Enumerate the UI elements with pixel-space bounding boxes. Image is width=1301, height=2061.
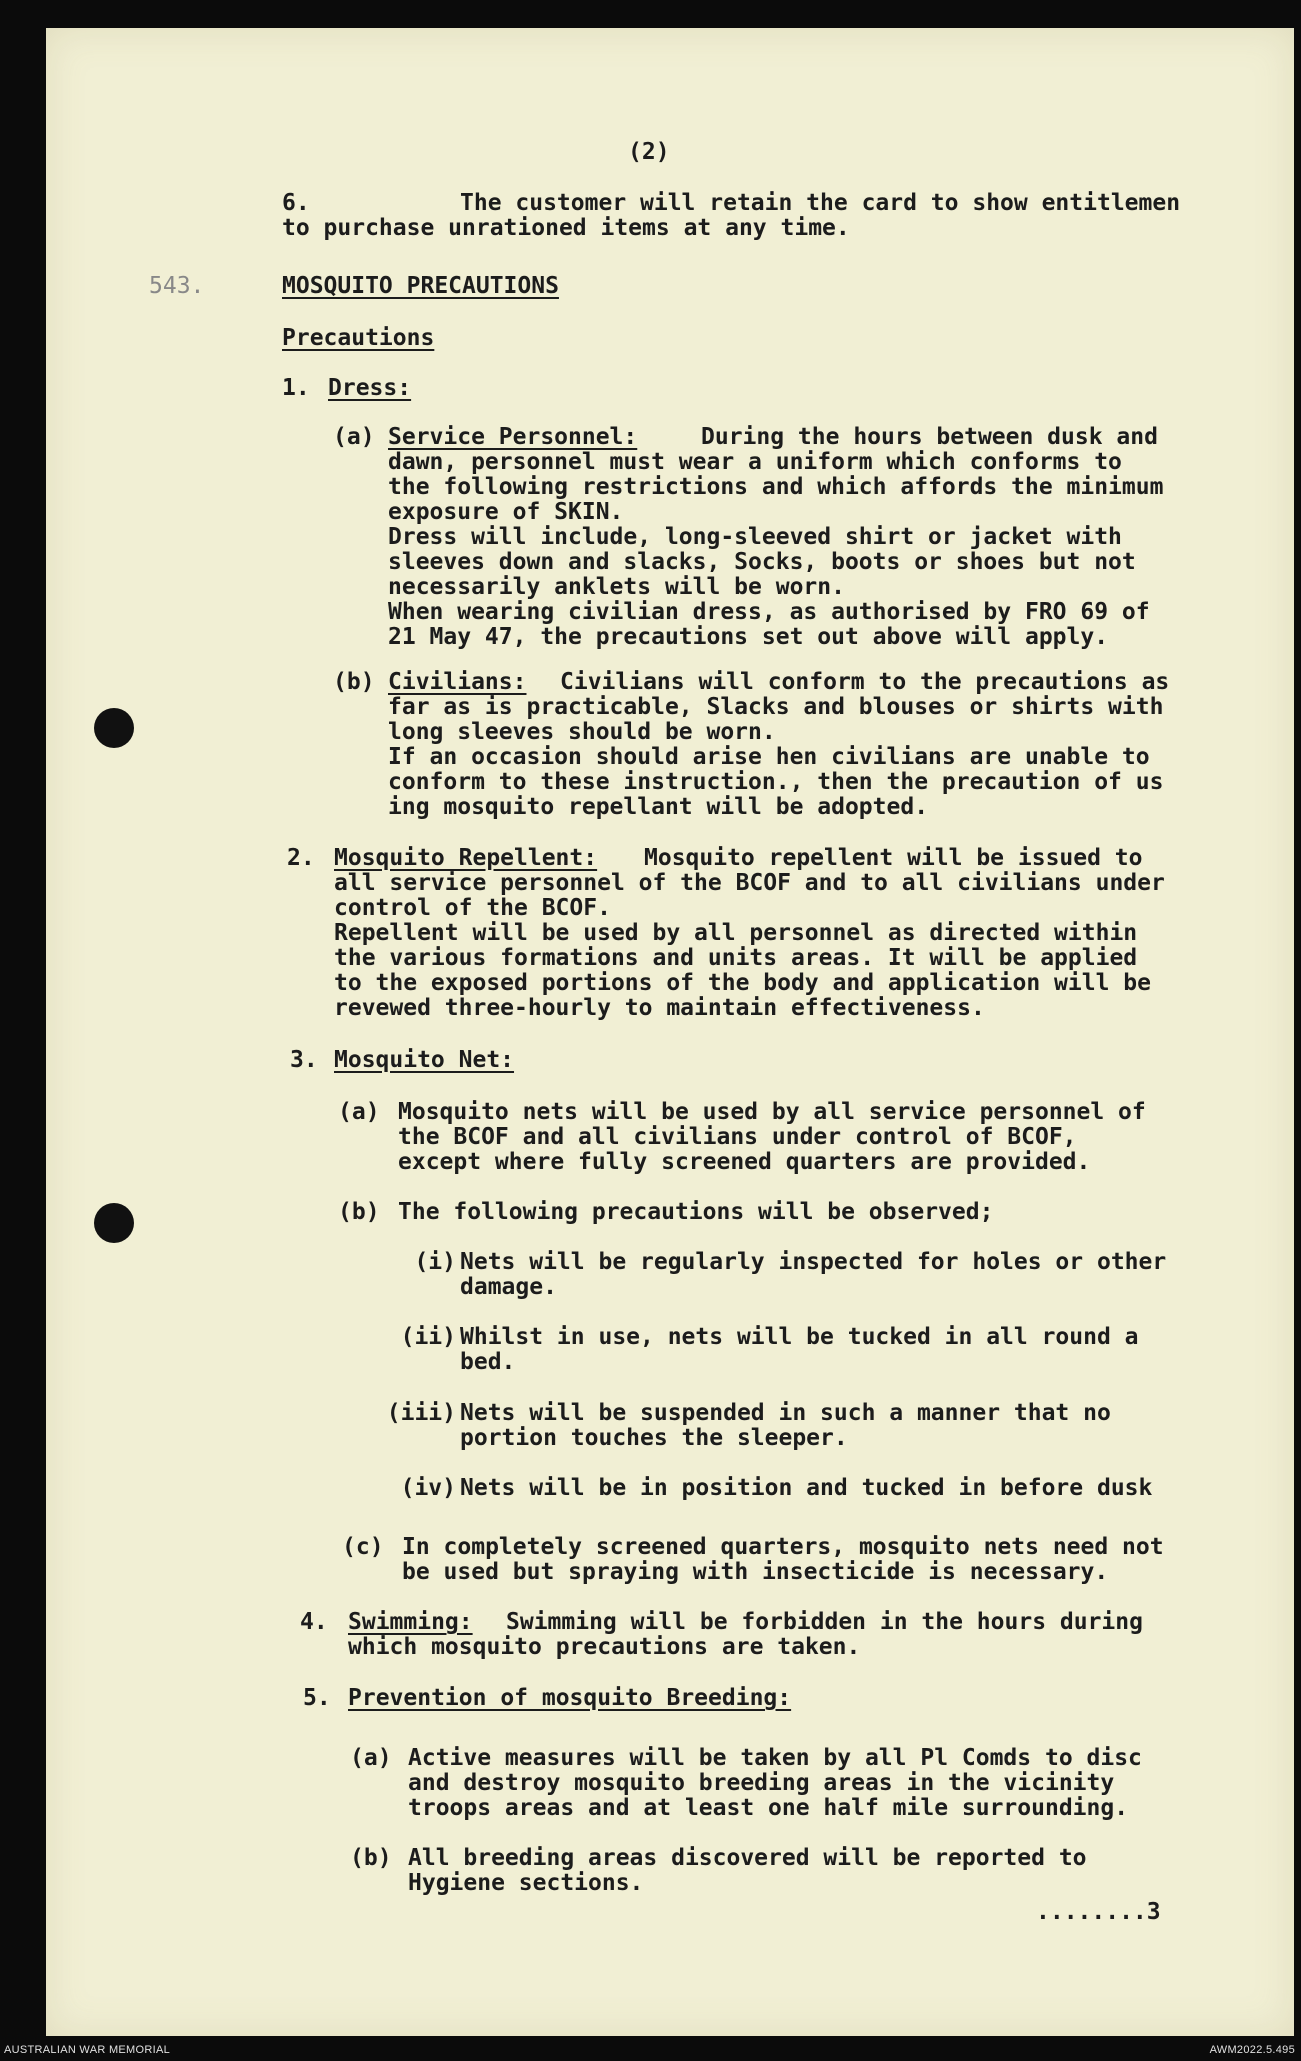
page-number: (2) — [628, 139, 670, 165]
section-title: MOSQUITO PRECAUTIONS — [282, 273, 559, 299]
subheading: Precautions — [282, 325, 435, 351]
text-line: When wearing civilian dress, as authorised by FRO 69 of — [388, 599, 1150, 625]
item-number: 1. — [282, 375, 310, 401]
text-line: All breeding areas discovered will be reported to — [408, 1845, 1087, 1871]
text-line: 21 May 47, the precautions set out above will apply. — [388, 624, 1109, 650]
sub-text: The following precautions will be observed; — [398, 1199, 994, 1225]
text-line: Active measures will be taken by all Pl Comds to disc — [408, 1745, 1142, 1771]
sub-sub-label: (iii) — [386, 1400, 456, 1426]
text-line: and destroy mosquito breeding areas in the vicinity — [408, 1770, 1115, 1796]
sub-text-block — [388, 695, 1163, 820]
item-number: 2. — [287, 845, 315, 871]
sub-label: (b) — [350, 1845, 392, 1871]
sub-sub-label: (i) — [414, 1249, 456, 1275]
sub-label: (a) — [333, 424, 375, 450]
item-title: Mosquito Net: — [334, 1047, 515, 1073]
sub-sub-label: (iv) — [400, 1475, 456, 1501]
item-text: Mosquito repellent will be issued to — [644, 845, 1143, 871]
text-line: Whilst in use, nets will be tucked in all round a — [460, 1324, 1139, 1350]
text-line: ing mosquito repellant will be adopted. — [388, 794, 929, 820]
text-line: long sleeves should be worn. — [388, 719, 776, 745]
continuation-marker: ........3 — [1036, 1899, 1161, 1925]
item-number: 5. — [303, 1685, 331, 1711]
text-line: the following restrictions and which affords the minimum — [388, 474, 1164, 500]
sub-text-block — [408, 1846, 1087, 1896]
text-line: sleeves down and slacks, Socks, boots or shoes but not — [388, 549, 1136, 575]
text-line: dawn, personnel must wear a uniform which conforms to — [388, 449, 1122, 475]
text-line: Hygiene sections. — [408, 1870, 644, 1896]
text-line: conform to these instruction., then the precaution of us — [388, 769, 1164, 795]
item-title: Dress: — [328, 375, 412, 401]
footer-credit: AUSTRALIAN WAR MEMORIAL — [4, 2044, 171, 2056]
text-line: exposure of SKIN. — [388, 499, 624, 525]
sub-title: Service Personnel: — [388, 424, 638, 450]
margin-reference: 543. — [149, 273, 205, 299]
item-title: Prevention of mosquito Breeding: — [348, 1685, 792, 1711]
sub-label: (a) — [350, 1745, 392, 1771]
sub-text: During the hours between dusk and — [701, 424, 1158, 450]
item-title: Swimming: — [348, 1609, 473, 1635]
item-text-block — [334, 871, 1165, 1021]
sub-text: Civilians will conform to the precautions as — [560, 669, 1170, 695]
item-number: 3. — [290, 1047, 318, 1073]
text-line: control of the BCOF. — [334, 895, 611, 921]
text-line: to the exposed portions of the body and application will be — [334, 970, 1151, 996]
text-line: bed. — [460, 1349, 516, 1375]
punch-hole — [94, 708, 134, 748]
sub-text-block — [402, 1535, 1164, 1585]
sub-label: (b) — [338, 1199, 380, 1225]
text-line: In completely screened quarters, mosquito nets need not — [402, 1534, 1164, 1560]
text-line: all service personnel of the BCOF and to all civilians under — [334, 870, 1165, 896]
text-line: revewed three-hourly to maintain effectiveness. — [334, 995, 985, 1021]
document-page — [46, 28, 1294, 2036]
item-title: Mosquito Repellent: — [334, 845, 598, 871]
item-number: 4. — [300, 1609, 328, 1635]
text-line: Mosquito nets will be used by all service personnel of — [398, 1099, 1146, 1125]
text-line: Nets will be in position and tucked in before dusk — [460, 1475, 1153, 1501]
para-text: The customer will retain the card to show entitlemen — [460, 190, 1181, 216]
sub-text-block — [388, 450, 1163, 650]
text-line: damage. — [460, 1274, 557, 1300]
text-line: except where fully screened quarters are provided. — [398, 1149, 1091, 1175]
text-line: Dress will include, long-sleeved shirt or jacket with — [388, 524, 1122, 550]
text-line: far as is practicable, Slacks and blouses or shirts with — [388, 694, 1164, 720]
sub-text-block — [398, 1100, 1146, 1175]
text-line: If an occasion should arise hen civilians are unable to — [388, 744, 1150, 770]
sub-label: (a) — [338, 1099, 380, 1125]
sub-label: (c) — [342, 1534, 384, 1560]
sub-sub-label: (ii) — [400, 1324, 456, 1350]
text-line: Nets will be regularly inspected for holes or other — [460, 1249, 1167, 1275]
para-number: 6. — [282, 190, 310, 216]
text-line: the various formations and units areas. It will be applied — [334, 945, 1138, 971]
sub-title: Civilians: — [388, 669, 527, 695]
text-line: the BCOF and all civilians under control of BCOF, — [398, 1124, 1077, 1150]
sub-text-block — [408, 1746, 1142, 1821]
text-line: troops areas and at least one half mile surrounding. — [408, 1795, 1129, 1821]
footer-reference: AWM2022.5.495 — [1209, 2044, 1295, 2056]
sub-label: (b) — [333, 669, 375, 695]
punch-hole — [94, 1203, 134, 1243]
para-text: to purchase unrationed items at any time. — [282, 215, 850, 241]
text-line: Nets will be suspended in such a manner that no — [460, 1400, 1111, 1426]
text-line: portion touches the sleeper. — [460, 1425, 848, 1451]
item-text: Swimming will be forbidden in the hours during — [506, 1609, 1143, 1635]
text-line: necessarily anklets will be worn. — [388, 574, 845, 600]
text-line: Repellent will be used by all personnel as directed within — [334, 920, 1138, 946]
text-line: be used but spraying with insecticide is necessary. — [402, 1559, 1109, 1585]
text-line: which mosquito precautions are taken. — [348, 1634, 861, 1660]
